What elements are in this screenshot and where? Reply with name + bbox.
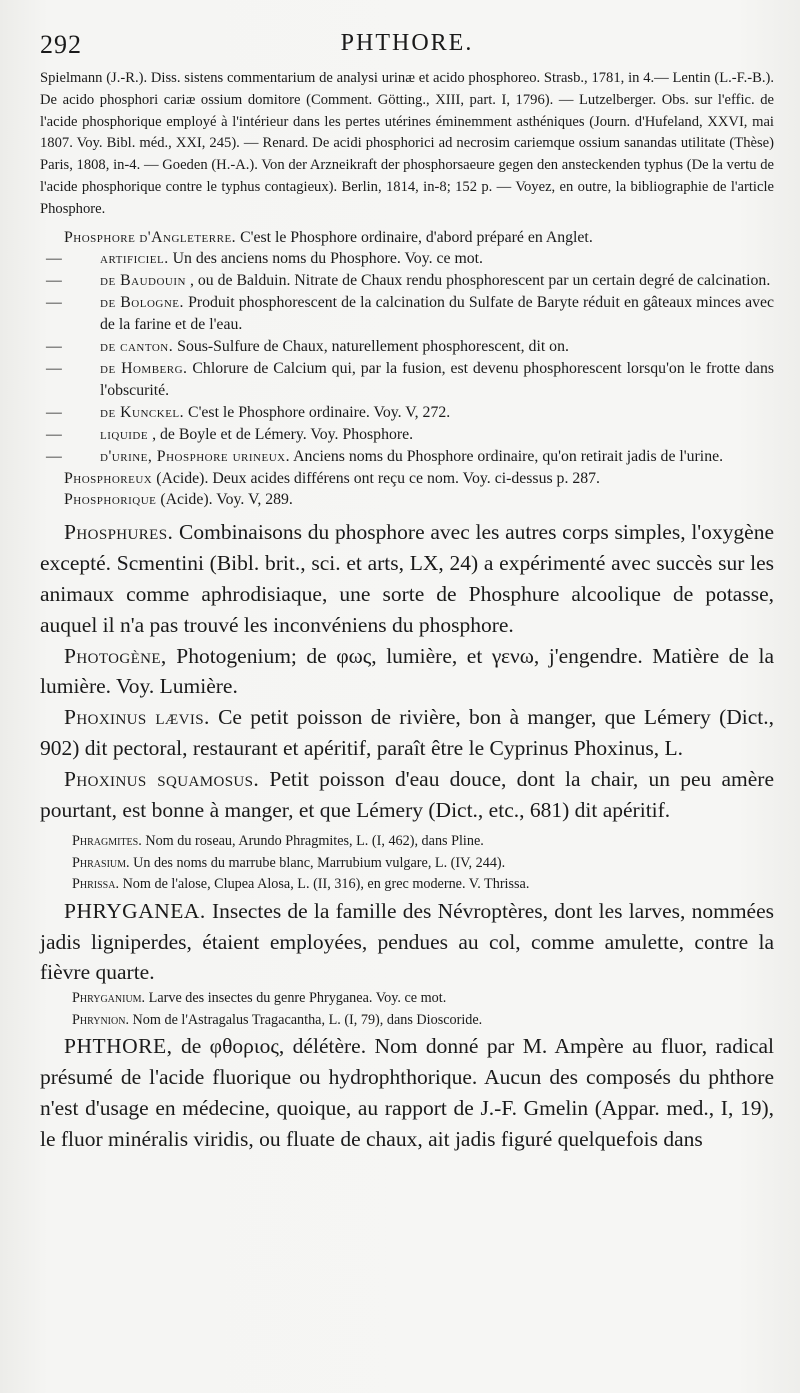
entry-text: (Acide). Voy. V, 289. — [160, 491, 293, 509]
entry-text: Photogenium; de φως, lumière, et γενω, j'engendre. Matière de la lumière. Voy. Lumière. — [40, 643, 774, 699]
entry-phosphore-homberg — [40, 358, 774, 402]
headword-qualifier: artificiel. — [100, 250, 169, 268]
headword-qualifier: de Homberg. — [100, 360, 188, 378]
entry-phosphore-bologne — [40, 292, 774, 336]
entry-text: Combinaisons du phosphore avec les autres corps simples, l'oxygène excepté. Scmentini (Bibl. brit., sci. et arts, LX, 24) a expérimenté avec succès sur les animaux comme aphrodisiaque, une sorte de Phosphure alcoolique de potasse, auquel il n'a pas trouvé les inconvéniens du phosphore. — [40, 520, 775, 637]
entry-text: , de Boyle et de Lémery. Voy. Phosphore. — [152, 425, 414, 443]
page-number: 292 — [40, 30, 82, 59]
headword: Phoxinus lævis. — [64, 705, 210, 730]
entry-phrasium — [40, 853, 774, 875]
entry-text: Anciens noms du Phosphore ordinaire, qu'on retirait jadis de l'urine. — [293, 447, 724, 465]
running-title: PHTHORE. — [340, 30, 474, 56]
headword: Phrynion. — [72, 1011, 129, 1028]
entry-text: Petit poisson d'eau douce, dont la chair, un peu amère pourtant, est bonne à manger, et que Lémery (Dict., etc., 681) dit apéritif. — [40, 766, 775, 822]
headword: PHTHORE, — [64, 1034, 173, 1059]
entry-photogene — [40, 641, 774, 703]
entry-phosphoreux — [40, 468, 774, 490]
headword: Photogène, — [64, 643, 167, 668]
headword: Phosphures. — [64, 520, 174, 545]
headword-qualifier: de Bologne. — [100, 294, 184, 312]
entry-text: C'est le Phosphore ordinaire. Voy. V, 272. — [188, 403, 451, 421]
entry-phosphore-liquide — [40, 424, 774, 446]
headword-qualifier: de canton. — [100, 338, 174, 356]
entry-text: Un des noms du marrube blanc, Marrubium vulgare, L. (IV, 244). — [133, 854, 506, 871]
entry-phrynion — [40, 1010, 774, 1032]
headword: Phosphoreux — [64, 469, 153, 487]
headword: PHRYGANEA. — [64, 898, 206, 923]
entry-text: Nom de l'alose, Clupea Alosa, L. (II, 316), en grec moderne. V. Thrissa. — [122, 876, 530, 893]
headword-qualifier: d'Angleterre. — [139, 228, 237, 246]
repeat-dash: — — [46, 425, 62, 443]
entry-text: Nom de l'Astragalus Tragacantha, L. (I, 79), dans Dioscoride. — [132, 1011, 483, 1028]
headword: Phryganium. — [72, 990, 146, 1007]
entry-phthore — [40, 1031, 774, 1154]
bibliography-paragraph: Spielmann (J.-R.). Diss. sistens commentarium de analysi urinæ et acido phosphoreo. Strasb., 1781, in 4.— Lentin (L.-F.-B.). De acido phosphori cariæ ossium domitore (Comment. Götting., XIII, part. I, 1796). — Lutzelberger. Obs. sur l'effic. de l'acide phosphorique employé à l'intérieur dans les pertes utérines éminemment asthéniques (Journ. d'Hufeland, XXVI, mai 1807. Voy. Bibl. méd., XXI, 245). — Renard. De acidi phosphorici ad necrosim cariemque ossium sanandas utilitate (Thèse) Paris, 1808, in-4. — Goeden (H.-A.). Von der Arzneikraft der phosphorsaeure gegen den ansteckenden typhus (De la vertu de l'acide phosphorique contre le typhus contagieux). Berlin, 1814, in-8; 152 p. — Voyez, en outre, la bibliographie de l'article Phosphore. — [40, 70, 774, 217]
repeat-dash: — — [46, 447, 62, 465]
entry-phosphore-canton — [40, 336, 774, 358]
entry-phosphore-kunckel — [40, 402, 774, 424]
entry-phragmites — [40, 831, 774, 853]
entry-phrissa — [40, 874, 774, 896]
headword-qualifier: de Kunckel. — [100, 403, 185, 421]
repeat-dash: — — [46, 272, 62, 290]
entry-phosphore-angleterre — [40, 227, 774, 249]
entry-text: Ce petit poisson de rivière, bon à manger, que Lémery (Dict., 902) dit pectoral, restaurant et apéritif, paraît être le Cyprinus Phoxinus, L. — [40, 705, 774, 760]
entry-phoxinus-laevis — [40, 702, 774, 764]
headword: Phragmites. — [72, 833, 142, 850]
entry-text: Un des anciens noms du Phosphore. Voy. ce mot. — [172, 250, 483, 268]
entry-phosphore-urine — [40, 446, 774, 468]
entry-phosphore-artificiel — [40, 248, 774, 270]
repeat-dash: — — [46, 250, 62, 268]
repeat-dash: — — [46, 360, 62, 378]
entry-phosphore-baudouin — [40, 270, 774, 292]
repeat-dash: — — [46, 403, 62, 421]
headword: Phosphorique — [64, 491, 157, 509]
repeat-dash: — — [46, 338, 62, 356]
headword: Phosphore — [64, 228, 136, 246]
entry-phoxinus-squamosus — [40, 764, 774, 826]
entry-text: Sous-Sulfure de Chaux, naturellement phosphorescent, dit on. — [177, 338, 569, 356]
repeat-dash: — — [46, 294, 62, 312]
entry-text: Produit phosphorescent de la calcination du Sulfate de Baryte réduit en gâteaux minces avec de la farine et de l'eau. — [100, 294, 774, 334]
headword-qualifier: liquide — [100, 425, 149, 443]
entry-text: Nom du roseau, Arundo Phragmites, L. (I, 462), dans Pline. — [145, 833, 484, 850]
running-head — [40, 28, 774, 68]
entry-phryganea — [40, 896, 774, 988]
entry-text: C'est le Phosphore ordinaire, d'abord préparé en Anglet. — [240, 228, 593, 246]
entry-text: de φθοριος, délétère. Nom donné par M. Ampère au fluor, radical présumé de l'acide fluorique ou hydrophthorique. Aucun des composés du phthore n'est d'usage en médecine, quoique, au rapport de J.-F. Gmelin (Appar. med., I, 19), le fluor minéralis viridis, ou fluate de chaux, ait jadis figuré quelquefois dans — [40, 1034, 775, 1151]
entry-text: Chlorure de Calcium qui, par la fusion, est devenu phosphorescent lorsqu'on le frotte dans l'obscurité. — [100, 360, 774, 399]
headword-qualifier: de Baudouin — [100, 272, 186, 290]
entry-phryganium — [40, 988, 774, 1010]
entry-text: Larve des insectes du genre Phryganea. Voy. ce mot. — [148, 990, 447, 1007]
headword: Phoxinus squamosus. — [64, 766, 260, 791]
headword-qualifier: d'urine, Phosphore urineux. — [100, 447, 291, 465]
headword: Phrissa. — [72, 876, 120, 893]
entry-text: (Acide). Deux acides différens ont reçu ce nom. Voy. ci-dessus p. 287. — [156, 469, 601, 487]
entry-text: , ou de Balduin. Nitrate de Chaux rendu phosphorescent par un certain degré de calcination. — [189, 272, 771, 290]
headword: Phrasium. — [72, 854, 130, 871]
entry-phosphures — [40, 517, 774, 640]
entry-text: Insectes de la famille des Névroptères, dont les larves, nommées jadis ligniperdes, étaient employées, pendues au col, comme amulette, contre la fièvre quarte. — [40, 898, 774, 985]
entry-phosphorique — [40, 489, 774, 511]
